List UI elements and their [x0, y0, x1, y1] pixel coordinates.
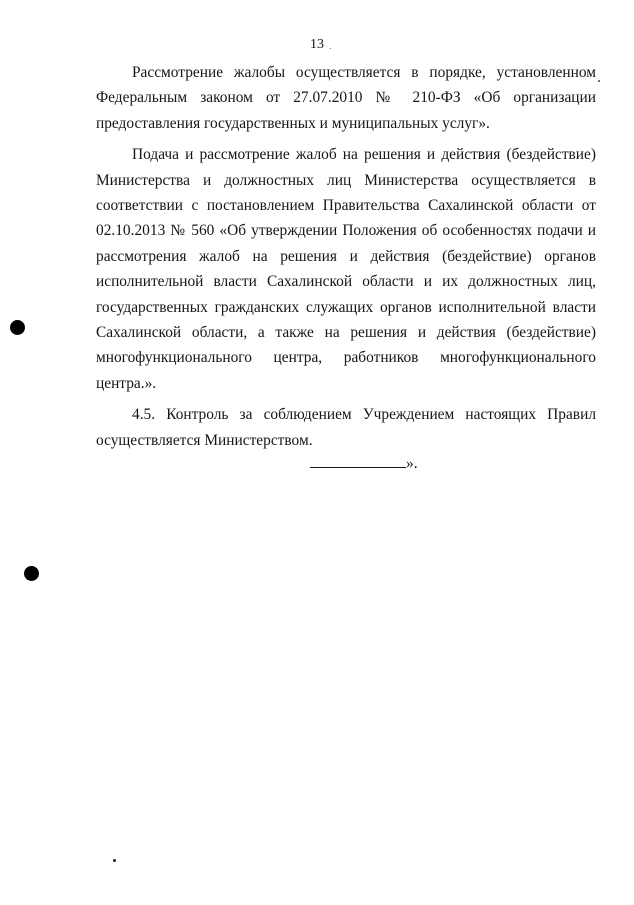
closing-line: [310, 452, 418, 474]
punch-hole-icon: [24, 566, 39, 581]
closing-quote-mark: ».: [406, 455, 418, 472]
scan-speck: [330, 48, 331, 49]
scan-speck: [113, 859, 116, 862]
punch-hole-icon: [10, 320, 25, 335]
page-number: 13: [310, 37, 324, 52]
paragraph-control-clause: 4.5. Контроль за соблюдением Учреждением настоящих Правил осуществляется Министерством.: [96, 406, 596, 449]
scan-speck: [598, 80, 600, 82]
closing-underline: [310, 452, 406, 468]
paragraph-complaint-submission: Подача и рассмотрение жалоб на решения и действия (бездействие) Министерства и должностных лиц Министерства осуществляется в соответствии с постановлением Правительства Сахалинской области от 02.10.2013 № 560 «Об утверждении Положения об особенностях подачи и рассмотрения жалоб на решения и действия (бездействие) органов исполнительной власти Сахалинской области и их должностных лиц, государственных гражданских служащих органов исполнительной власти Сахалинской области, а также на решения и действия (бездействие) многофункционального центра, работников многофункционального центра.».: [96, 146, 596, 392]
paragraph-complaint-procedure: Рассмотрение жалобы осуществляется в порядке, установленном Федеральным законом от 27.07.2010 № 210-ФЗ «Об организации предоставления государственных и муниципальных услуг».: [96, 64, 596, 132]
document-body: [96, 60, 596, 453]
